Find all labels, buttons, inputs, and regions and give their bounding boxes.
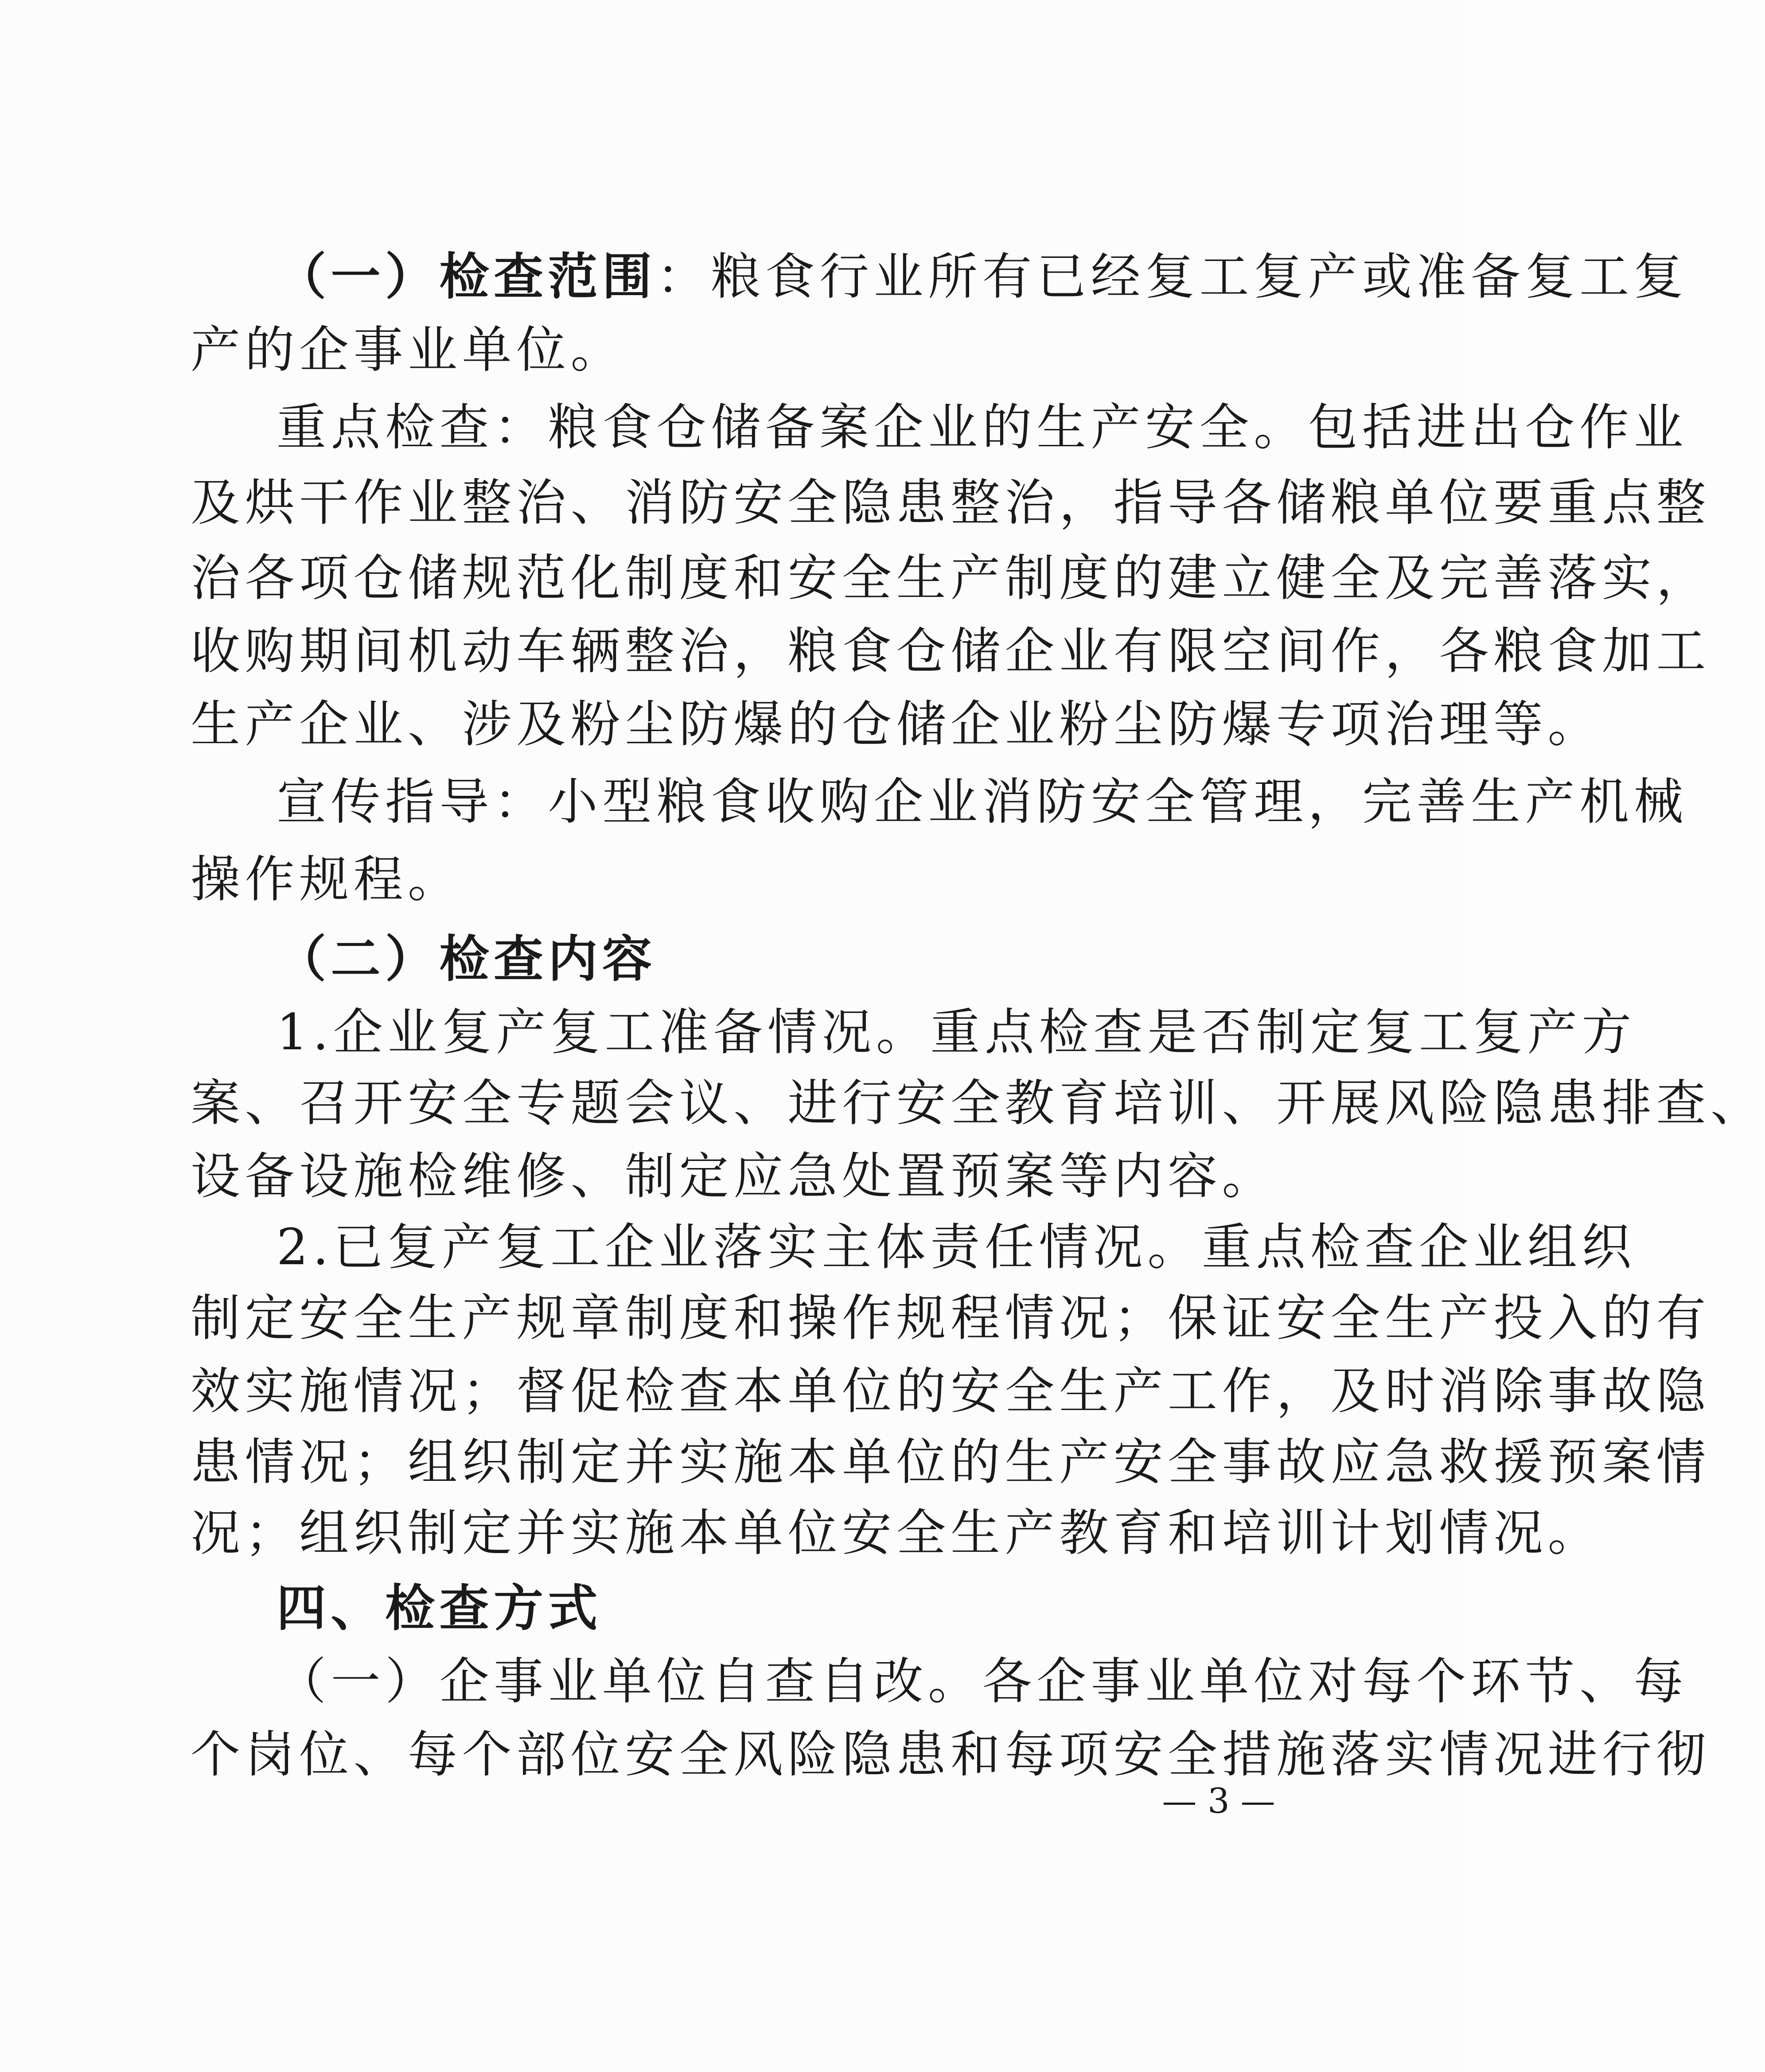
- key-inspection-line: 生产企业、涉及粉尘防爆的仓储企业粉尘防爆专项治理等。: [191, 696, 1602, 753]
- section-heading-method: 四、检查方式: [277, 1579, 602, 1637]
- section-heading-content: （二）检查内容: [277, 930, 657, 988]
- paragraph-scope-line-2: 产的企事业单位。: [191, 321, 625, 379]
- publicity-line: 宣传指导：小型粮食收购企业消防安全管理，完善生产机械: [277, 773, 1688, 831]
- publicity-line: 操作规程。: [191, 851, 462, 908]
- item-2-line: 患情况；组织制定并实施本单位的生产安全事故应急救援预案情: [191, 1433, 1710, 1491]
- item-2-line: 况；组织制定并实施本单位安全生产教育和培训计划情况。: [191, 1504, 1602, 1562]
- self-check-line: （一）企事业单位自查自改。各企事业单位对每个环节、每: [277, 1653, 1688, 1710]
- paragraph-scope-line-1: [277, 246, 1688, 308]
- key-inspection-line: 收购期间机动车辆整治，粮食仓储企业有限空间作，各粮食加工: [191, 623, 1710, 680]
- item-2-line: 效实施情况；督促检查本单位的安全生产工作，及时消除事故隐: [191, 1363, 1710, 1420]
- section-heading-scope: （一）检查范围: [277, 248, 657, 306]
- item-1-line: 案、召开安全专题会议、进行安全教育培训、开展风险隐患排查、: [191, 1075, 1765, 1132]
- key-inspection-line: 重点检查：粮食仓储备案企业的生产安全。包括进出仓作业: [277, 399, 1688, 456]
- item-2-line: 制定安全生产规章制度和操作规程情况；保证安全生产投入的有: [191, 1289, 1710, 1347]
- item-1-line: 1.企业复产复工准备情况。重点检查是否制定复工复产方: [277, 1004, 1636, 1061]
- item-2-line: 2.已复产复工企业落实主体责任情况。重点检查企业组织: [277, 1219, 1636, 1276]
- key-inspection-line: 治各项仓储规范化制度和安全生产制度的建立健全及完善落实，: [191, 549, 1710, 607]
- page-number: — 3 —: [1162, 1781, 1275, 1821]
- key-inspection-line: 及烘干作业整治、消防安全隐患整治，指导各储粮单位要重点整: [191, 474, 1710, 532]
- scope-text: ：粮食行业所有已经复工复产或准备复工复: [656, 248, 1688, 306]
- self-check-line: 个岗位、每个部位安全风险隐患和每项安全措施落实情况进行彻: [191, 1726, 1710, 1784]
- item-1-line: 设备设施检维修、制定应急处置预案等内容。: [191, 1148, 1276, 1205]
